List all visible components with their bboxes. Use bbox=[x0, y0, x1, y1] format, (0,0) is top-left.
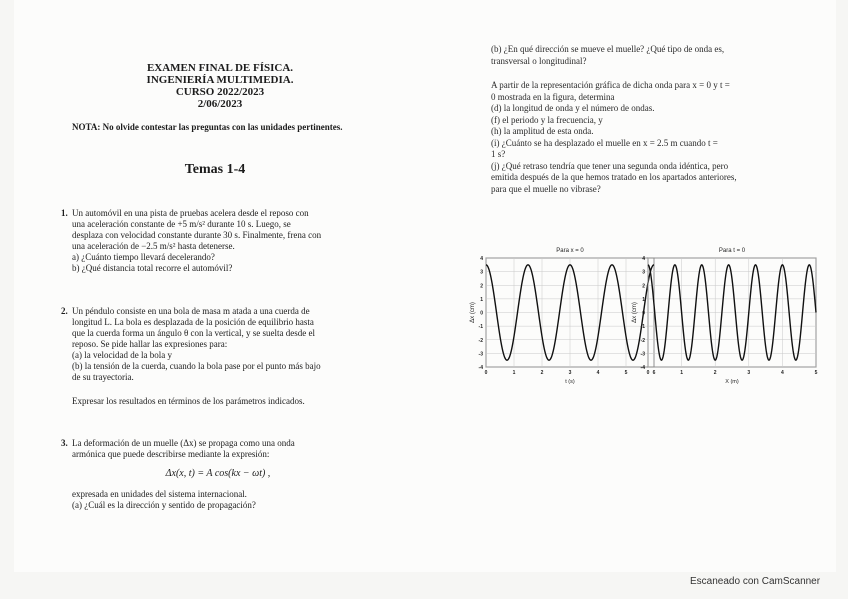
exam-date: 2/06/2023 bbox=[197, 98, 243, 110]
figure-intro-line: 0 mostrada en la figura, determina bbox=[491, 91, 615, 102]
question-1-line: una aceleración de −2.5 m/s² hasta detenerse. bbox=[72, 241, 235, 251]
question-2-part-a: (a) la velocidad de la bola y bbox=[72, 350, 172, 360]
y-tick-label: 3 bbox=[480, 269, 483, 276]
y-tick-label: -3 bbox=[640, 351, 645, 358]
spacer bbox=[491, 67, 783, 80]
part-b-line: (b) ¿En qué dirección se mueve el muelle? ¿Qué tipo de onda es, bbox=[491, 44, 725, 54]
y-tick-label: 4 bbox=[642, 256, 645, 262]
y-axis-label: Δx (cm) bbox=[632, 302, 638, 323]
question-2-line: de su trayectoria. bbox=[72, 372, 134, 382]
x-tick-label: 2 bbox=[713, 370, 717, 376]
y-tick-label: 2 bbox=[480, 283, 483, 290]
scanner-watermark: Escaneado con CamScanner bbox=[690, 576, 821, 587]
section-title: Temas 1-4 bbox=[184, 162, 246, 177]
x-tick-label: 4 bbox=[781, 370, 784, 376]
exam-note: NOTA: No olvide contestar las preguntas con las unidades pertinentes. bbox=[72, 122, 343, 132]
y-tick-label: 1 bbox=[642, 296, 645, 303]
question-1-line: Un automóvil en una pista de pruebas acelera desde el reposo con bbox=[72, 208, 309, 218]
question-3-units: expresada en unidades del sistema internacional. bbox=[72, 489, 247, 499]
y-tick-label: -3 bbox=[478, 351, 483, 358]
x-tick-label: 3 bbox=[568, 370, 572, 376]
question-1 bbox=[61, 208, 364, 274]
x-tick-label: 0 bbox=[646, 370, 650, 376]
y-tick-label: 1 bbox=[480, 296, 483, 303]
question-2-line: que la cuerda forma un ángulo θ con la vertical, y se suelta desde el bbox=[72, 328, 315, 338]
part-j-line: (j) ¿Qué retraso tendría que tener una segunda onda idéntica, pero bbox=[491, 160, 729, 171]
degree-name: INGENIERÍA MULTIMEDIA. bbox=[146, 74, 294, 86]
part-j-line: emitida después de la que hemos tratado en los apartados anteriores, bbox=[491, 172, 737, 182]
x-tick-label: 1 bbox=[680, 370, 683, 376]
y-tick-label: -2 bbox=[640, 337, 645, 344]
chart-title: Para t = 0 bbox=[718, 248, 746, 254]
question-3-line: La deformación de un muelle (Δx) se propaga como una onda bbox=[72, 438, 295, 448]
wave-formula: Δx(x, t) = A cos(kx − ωt) , bbox=[165, 468, 271, 479]
question-2-number: 2. bbox=[61, 306, 68, 316]
question-2 bbox=[61, 306, 364, 407]
x-tick-label: 4 bbox=[596, 370, 600, 376]
question-2-line: longitud L. La bola es desplazada de la posición de equilibrio hasta bbox=[72, 317, 314, 327]
part-d: (d) la longitud de onda y el número de ondas. bbox=[491, 103, 655, 113]
y-tick-label: -4 bbox=[478, 365, 483, 371]
y-tick-label: -4 bbox=[640, 365, 645, 371]
part-i-line: (i) ¿Cuánto se ha desplazado el muelle en x = 2.5 m cuando t = bbox=[491, 137, 718, 148]
x-tick-label: 5 bbox=[624, 370, 628, 376]
question-2-part-b: (b) la tensión de la cuerda, cuando la bola pase por el punto más bajo bbox=[72, 361, 321, 371]
y-tick-label: 3 bbox=[642, 269, 645, 276]
y-tick-label: 4 bbox=[480, 256, 483, 262]
course-year: CURSO 2022/2023 bbox=[175, 86, 265, 98]
question-3-part-a: (a) ¿Cuál es la dirección y sentido de propagación? bbox=[72, 500, 256, 510]
y-tick-label: -1 bbox=[478, 324, 483, 331]
question-2-closing: Expresar los resultados en términos de los parámetros indicados. bbox=[72, 396, 305, 406]
chart-title: Para x = 0 bbox=[556, 248, 584, 254]
x-axis-label: X (m) bbox=[725, 379, 739, 385]
part-f: (f) el periodo y la frecuencia, y bbox=[491, 114, 603, 125]
x-tick-label: 2 bbox=[540, 370, 544, 376]
question-1-number: 1. bbox=[61, 208, 68, 218]
part-i-line: 1 s? bbox=[491, 149, 506, 159]
question-1-line: desplaza con velocidad constante durante 30 s. Finalmente, frena con bbox=[72, 230, 322, 240]
exam-header bbox=[110, 62, 330, 110]
question-1-part-b: b) ¿Qué distancia total recorre el automóvil? bbox=[72, 263, 233, 273]
y-tick-label: 0 bbox=[480, 310, 483, 317]
x-tick-label: 0 bbox=[484, 370, 488, 376]
question-1-line: una aceleración constante de +5 m/s² durante 10 s. Luego, se bbox=[72, 219, 291, 229]
part-h: (h) la amplitud de esta onda. bbox=[491, 126, 594, 136]
y-axis-label: Δx (cm) bbox=[470, 302, 476, 323]
x-tick-label: 3 bbox=[747, 370, 751, 376]
question-2-line: reposo. Se pide hallar las expresiones para: bbox=[72, 339, 228, 349]
question-3-continued bbox=[491, 44, 783, 195]
question-2-line: Un péndulo consiste en una bola de masa m atada a una cuerda de bbox=[72, 306, 310, 316]
part-b-line: transversal o longitudinal? bbox=[491, 55, 587, 66]
figure-intro-line: A partir de la representación gráfica de dicha onda para x = 0 y t = bbox=[491, 80, 730, 90]
y-tick-label: 0 bbox=[642, 310, 645, 317]
x-tick-label: 6 bbox=[652, 370, 656, 376]
question-3 bbox=[61, 438, 364, 511]
part-j-line: para que el muelle no vibrase? bbox=[491, 183, 601, 194]
exam-title: EXAMEN FINAL DE FÍSICA. bbox=[146, 62, 294, 74]
question-3-number: 3. bbox=[61, 438, 68, 448]
question-1-part-a: a) ¿Cuánto tiempo llevará decelerando? bbox=[72, 252, 215, 262]
x-axis-label: t (s) bbox=[565, 379, 575, 385]
question-3-line: armónica que puede describirse mediante la expresión: bbox=[72, 449, 270, 459]
chart-t0 bbox=[628, 242, 824, 402]
y-tick-label: -1 bbox=[640, 324, 645, 331]
x-tick-label: 1 bbox=[512, 370, 516, 376]
y-tick-label: 2 bbox=[642, 283, 645, 290]
x-tick-label: 5 bbox=[814, 370, 818, 376]
y-tick-label: -2 bbox=[478, 337, 483, 344]
